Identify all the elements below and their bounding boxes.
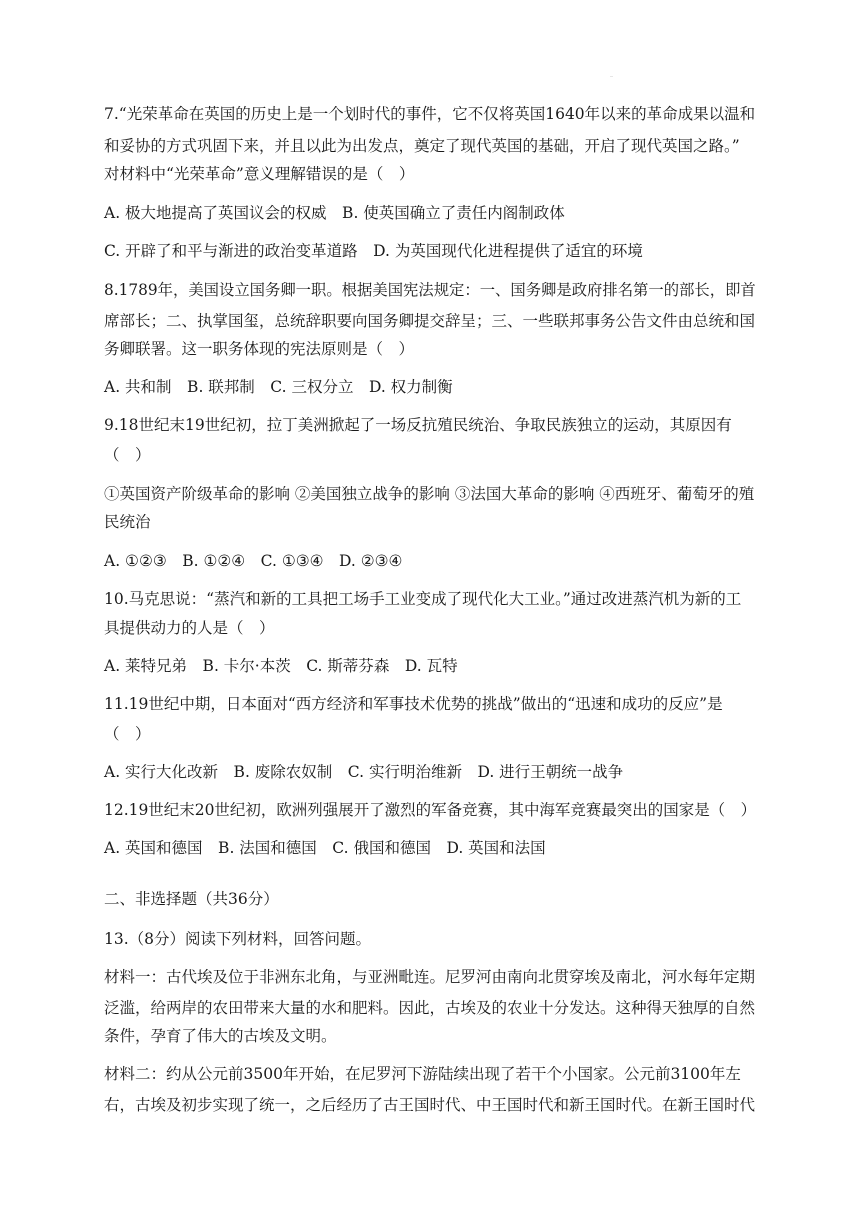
text-line: A. 实行大化改新 B. 废除农奴制 C. 实行明治维新 D. 进行王朝统一战争 (104, 763, 624, 781)
text-line: 8.1789年，美国设立国务卿一职。根据美国宪法规定：一、国务卿是政府排名第一的部长，即首 (104, 281, 756, 299)
text-line: ①英国资产阶级革命的影响 ②美国独立战争的影响 ③法国大革命的影响 ④西班牙、葡萄牙的殖 (104, 485, 755, 503)
text-line: 12.19世纪末20世纪初，欧洲列强展开了激烈的军备竞赛，其中海军竞赛最突出的国家是（ ） (104, 801, 757, 819)
text-line: 9.18世纪末19世纪初，拉丁美洲掀起了一场反抗殖民统治、争取民族独立的运动，其原因有 (104, 416, 732, 434)
text-line: A. ①②③ B. ①②④ C. ①③④ D. ②③④ (104, 552, 403, 570)
text-line: 材料二：约从公元前3500年开始，在尼罗河下游陆续出现了若干个小国家。公元前3100年左 (104, 1065, 741, 1083)
text-line: 务卿联署。这一职务体现的宪法原则是（ ） (104, 340, 415, 358)
text-line: （ ） (104, 725, 151, 743)
text-line: 对材料中“光荣革命”意义理解错误的是（ ） (104, 165, 415, 183)
text-line: 席部长；二、执掌国玺，总统辞职要向国务卿提交辞呈；三、一些联邦事务公告文件由总统和国 (104, 312, 756, 330)
text-line: （ ） (104, 446, 151, 464)
text-line: 二、非选择题（共36分） (104, 890, 279, 908)
scan-speck (610, 76, 613, 77)
text-line: A. 极大地提高了英国议会的权威 B. 使英国确立了责任内阁制政体 (104, 204, 565, 222)
text-line: 11.19世纪中期，日本面对“西方经济和军事技术优势的挑战”做出的“迅速和成功的反应”是 (104, 695, 723, 713)
text-line: 10.马克思说：“蒸汽和新的工具把工场手工业变成了现代化大工业。”通过改进蒸汽机为新的工 (104, 590, 742, 608)
text-line: A. 英国和德国 B. 法国和德国 C. 俄国和德国 D. 英国和法国 (104, 839, 546, 857)
text-line: C. 开辟了和平与渐进的政治变革道路 D. 为英国现代化进程提供了适宜的环境 (104, 242, 643, 260)
text-line: 7.“光荣革命在英国的历史上是一个划时代的事件，它不仅将英国1640年以来的革命成果以温和 (104, 105, 756, 123)
text-line: 和妥协的方式巩固下来，并且以此为出发点，奠定了现代英国的基础，开启了现代英国之路。” (104, 137, 740, 155)
text-line: 具提供动力的人是（ ） (104, 619, 275, 637)
text-line: A. 共和制 B. 联邦制 C. 三权分立 D. 权力制衡 (104, 378, 453, 396)
text-line: 右，古埃及初步实现了统一，之后经历了古王国时代、中王国时代和新王国时代。在新王国时代 (104, 1096, 756, 1114)
text-line: 民统治 (104, 513, 151, 531)
text-line: A. 莱特兄弟 B. 卡尔·本茨 C. 斯蒂芬森 D. 瓦特 (104, 657, 458, 675)
text-line: 材料一：古代埃及位于非洲东北角，与亚洲毗连。尼罗河由南向北贯穿埃及南北，河水每年定期 (104, 968, 756, 986)
text-line: 条件，孕育了伟大的古埃及文明。 (104, 1027, 337, 1045)
text-line: 13.（8分）阅读下列材料，回答问题。 (104, 930, 372, 948)
text-line: 泛滥，给两岸的农田带来大量的水和肥料。因此，古埃及的农业十分发达。这种得天独厚的自然 (104, 999, 756, 1017)
